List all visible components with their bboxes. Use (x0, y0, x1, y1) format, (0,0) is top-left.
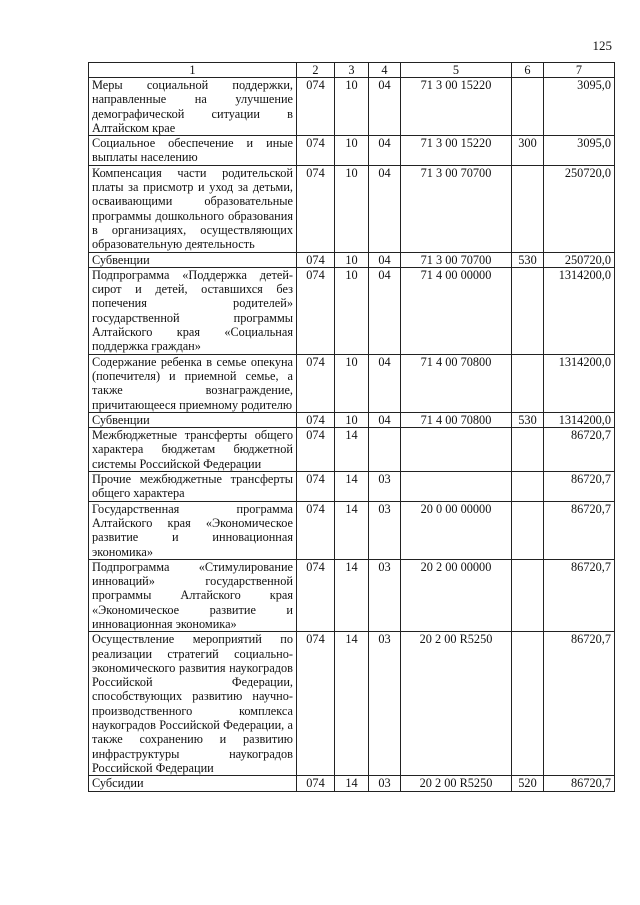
item-subsection: 04 (369, 354, 401, 412)
table-row (89, 776, 615, 791)
item-grbs: 074 (297, 252, 335, 267)
item-subsection: 04 (369, 267, 401, 354)
item-name: Меры социальной поддержки, направленные на улучшение демографической ситуации в Алтайском крае (89, 78, 297, 136)
item-grbs: 074 (297, 501, 335, 559)
header-cell: 1 (89, 63, 297, 78)
item-expense-type (512, 472, 544, 502)
item-target-code (401, 428, 512, 472)
item-expense-type (512, 354, 544, 412)
table-row (89, 501, 615, 559)
table-row (89, 632, 615, 776)
item-amount: 250720,0 (544, 252, 615, 267)
item-amount: 1314200,0 (544, 354, 615, 412)
item-section: 14 (335, 472, 369, 502)
item-name: Содержание ребенка в семье опекуна (попечителя) и приемной семье, а также вознаграждение, причитающееся приемному родителю (89, 354, 297, 412)
item-section: 10 (335, 412, 369, 427)
item-subsection: 04 (369, 136, 401, 166)
item-expense-type: 530 (512, 252, 544, 267)
item-name: Подпрограмма «Стимулирование инноваций» государственной программы Алтайского края «Экономическое развитие и инновационная экономика» (89, 559, 297, 631)
item-amount: 86720,7 (544, 559, 615, 631)
item-subsection: 03 (369, 776, 401, 791)
item-expense-type (512, 501, 544, 559)
item-section: 10 (335, 267, 369, 354)
item-subsection: 04 (369, 252, 401, 267)
item-name: Прочие межбюджетные трансферты общего характера (89, 472, 297, 502)
item-amount: 86720,7 (544, 632, 615, 776)
item-grbs: 074 (297, 472, 335, 502)
table-row (89, 559, 615, 631)
table-row (89, 354, 615, 412)
item-section: 10 (335, 354, 369, 412)
item-section: 14 (335, 776, 369, 791)
item-grbs: 074 (297, 354, 335, 412)
item-amount: 1314200,0 (544, 412, 615, 427)
item-amount: 86720,7 (544, 472, 615, 502)
item-section: 10 (335, 136, 369, 166)
item-subsection: 03 (369, 559, 401, 631)
item-name: Субвенции (89, 252, 297, 267)
item-section: 14 (335, 501, 369, 559)
item-amount: 86720,7 (544, 428, 615, 472)
item-section: 14 (335, 632, 369, 776)
header-cell: 5 (401, 63, 512, 78)
item-grbs: 074 (297, 412, 335, 427)
item-section: 10 (335, 165, 369, 252)
item-amount: 1314200,0 (544, 267, 615, 354)
item-subsection: 04 (369, 165, 401, 252)
item-subsection: 03 (369, 632, 401, 776)
budget-table (88, 62, 615, 792)
item-section: 10 (335, 252, 369, 267)
item-section: 14 (335, 559, 369, 631)
item-expense-type (512, 267, 544, 354)
table-row (89, 412, 615, 427)
item-subsection: 03 (369, 472, 401, 502)
item-grbs: 074 (297, 559, 335, 631)
item-subsection: 04 (369, 412, 401, 427)
item-amount: 86720,7 (544, 501, 615, 559)
item-grbs: 074 (297, 428, 335, 472)
header-row (89, 63, 615, 78)
table-row (89, 136, 615, 166)
item-grbs: 074 (297, 78, 335, 136)
item-subsection (369, 428, 401, 472)
item-expense-type (512, 78, 544, 136)
header-cell: 3 (335, 63, 369, 78)
item-expense-type: 520 (512, 776, 544, 791)
item-grbs: 074 (297, 776, 335, 791)
item-amount: 3095,0 (544, 136, 615, 166)
item-target-code: 20 2 00 00000 (401, 559, 512, 631)
item-expense-type: 300 (512, 136, 544, 166)
item-expense-type (512, 165, 544, 252)
table-row (89, 267, 615, 354)
item-amount: 250720,0 (544, 165, 615, 252)
item-target-code: 71 4 00 70800 (401, 354, 512, 412)
page-number: 125 (592, 38, 612, 53)
item-target-code (401, 472, 512, 502)
header-cell: 2 (297, 63, 335, 78)
item-expense-type (512, 559, 544, 631)
item-target-code: 71 4 00 00000 (401, 267, 512, 354)
header-cell: 7 (544, 63, 615, 78)
item-name: Подпрограмма «Поддержка детей-сирот и детей, оставшихся без попечения родителей» государственной программы Алтайского края «Социальная поддержка граждан» (89, 267, 297, 354)
table-row (89, 165, 615, 252)
item-section: 10 (335, 78, 369, 136)
item-section: 14 (335, 428, 369, 472)
item-target-code: 20 2 00 R5250 (401, 632, 512, 776)
table-row (89, 428, 615, 472)
item-target-code: 20 0 00 00000 (401, 501, 512, 559)
item-name: Межбюджетные трансферты общего характера бюджетам бюджетной системы Российской Федерации (89, 428, 297, 472)
item-name: Субсидии (89, 776, 297, 791)
item-name: Субвенции (89, 412, 297, 427)
item-grbs: 074 (297, 632, 335, 776)
table-row (89, 472, 615, 502)
header-cell: 6 (512, 63, 544, 78)
item-amount: 86720,7 (544, 776, 615, 791)
item-target-code: 71 3 00 70700 (401, 252, 512, 267)
item-expense-type (512, 428, 544, 472)
item-expense-type: 530 (512, 412, 544, 427)
item-grbs: 074 (297, 267, 335, 354)
item-name: Осуществление мероприятий по реализации стратегий социально-экономического развития наукоградов Российской Федерации, способствующих развитию научно-производственного комплекса наукоградов Российской Федерации, а также сохранению и развитию инфраструктуры наукоградов Российской Федерации (89, 632, 297, 776)
item-target-code: 71 4 00 70800 (401, 412, 512, 427)
item-target-code: 71 3 00 70700 (401, 165, 512, 252)
item-amount: 3095,0 (544, 78, 615, 136)
item-subsection: 03 (369, 501, 401, 559)
item-expense-type (512, 632, 544, 776)
table-row (89, 78, 615, 136)
header-cell: 4 (369, 63, 401, 78)
item-target-code: 71 3 00 15220 (401, 78, 512, 136)
item-name: Государственная программа Алтайского края «Экономическое развитие и инновационная экономика» (89, 501, 297, 559)
item-grbs: 074 (297, 136, 335, 166)
item-name: Социальное обеспечение и иные выплаты населению (89, 136, 297, 166)
table-row (89, 252, 615, 267)
item-target-code: 20 2 00 R5250 (401, 776, 512, 791)
item-subsection: 04 (369, 78, 401, 136)
item-target-code: 71 3 00 15220 (401, 136, 512, 166)
item-name: Компенсация части родительской платы за присмотр и уход за детьми, осваивающими образовательные программы дошкольного образования в организациях, осуществляющих образовательную деятельность (89, 165, 297, 252)
item-grbs: 074 (297, 165, 335, 252)
